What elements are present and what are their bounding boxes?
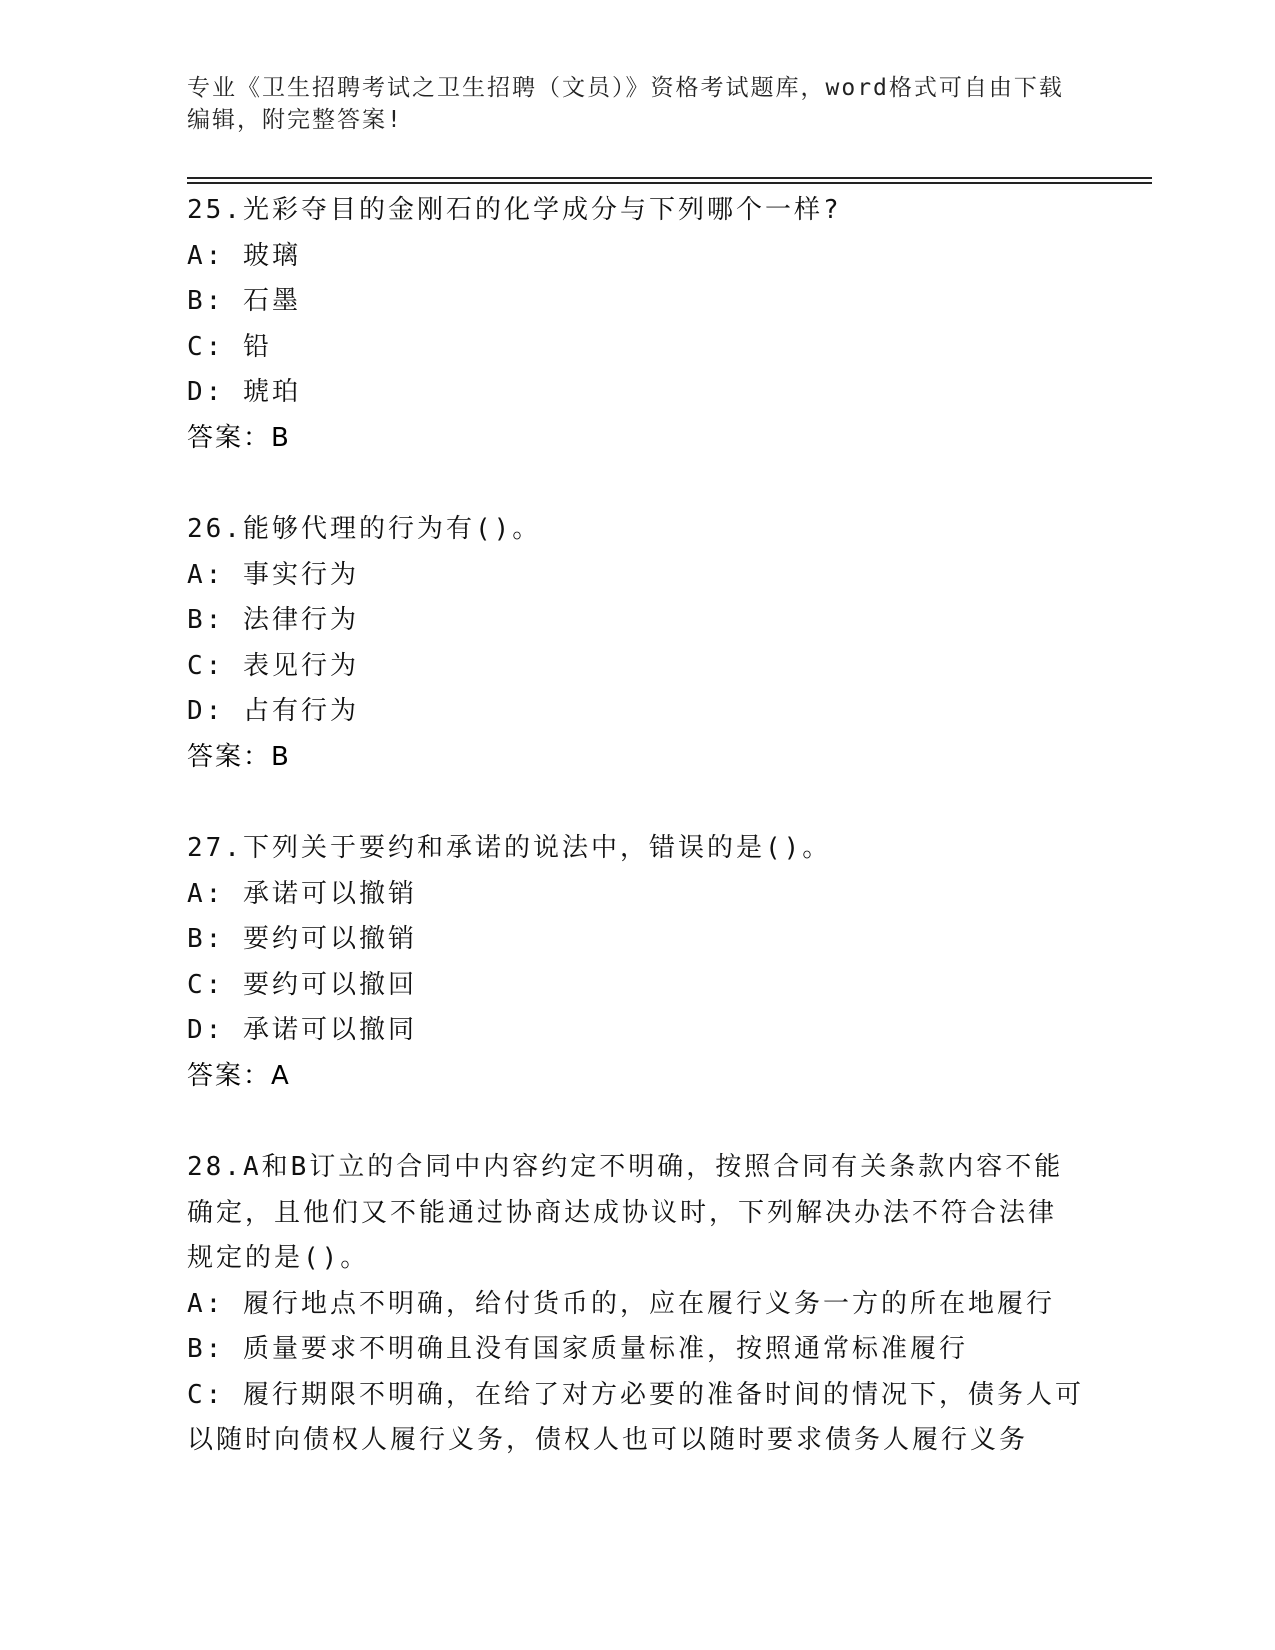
answer: 答案：B xyxy=(187,741,291,772)
question-26 xyxy=(187,507,1087,780)
question-28 xyxy=(187,1145,1087,1464)
option-a: A: 履行地点不明确，给付货币的，应在履行义务一方的所在地履行 xyxy=(187,1288,1055,1319)
option-c: C: 表见行为 xyxy=(187,650,359,681)
header-divider-top xyxy=(187,177,1152,179)
question-text: 28.A和B订立的合同中内容约定不明确，按照合同有关条款内容不能确定，且他们又不能通过协商达成协议时，下列解决办法不符合法律规定的是()。 xyxy=(187,1152,1064,1273)
option-d: D: 占有行为 xyxy=(187,696,359,726)
document-header: 专业《卫生招聘考试之卫生招聘（文员）》资格考试题库，word格式可自由下载编辑，附完整答案! xyxy=(187,75,1064,133)
header-divider-bottom xyxy=(187,182,1152,184)
question-text: 26.能够代理的行为有()。 xyxy=(187,514,542,544)
option-b: B: 石墨 xyxy=(187,286,301,316)
answer: 答案：B xyxy=(187,422,291,453)
option-a: A: 事实行为 xyxy=(187,559,359,590)
option-c: C: 铅 xyxy=(187,331,272,362)
option-c: C: 履行期限不明确，在给了对方必要的准备时间的情况下，债务人可以随时向债权人履行义务，债权人也可以随时要求债务人履行义务 xyxy=(187,1379,1084,1455)
answer: 答案：A xyxy=(187,1060,291,1091)
option-c: C: 要约可以撤回 xyxy=(187,969,417,1000)
question-27 xyxy=(187,826,1087,1099)
question-25 xyxy=(187,188,1087,461)
option-a: A: 承诺可以撤销 xyxy=(187,878,417,909)
question-list xyxy=(187,188,1087,1510)
question-text: 27.下列关于要约和承诺的说法中，错误的是()。 xyxy=(187,833,832,863)
option-d: D: 承诺可以撤同 xyxy=(187,1015,417,1045)
question-text: 25.光彩夺目的金刚石的化学成分与下列哪个一样? xyxy=(187,195,842,225)
option-b: B: 法律行为 xyxy=(187,605,359,635)
option-b: B: 要约可以撤销 xyxy=(187,924,417,954)
option-b: B: 质量要求不明确且没有国家质量标准，按照通常标准履行 xyxy=(187,1334,968,1364)
option-d: D: 琥珀 xyxy=(187,377,301,407)
option-a: A: 玻璃 xyxy=(187,240,301,271)
